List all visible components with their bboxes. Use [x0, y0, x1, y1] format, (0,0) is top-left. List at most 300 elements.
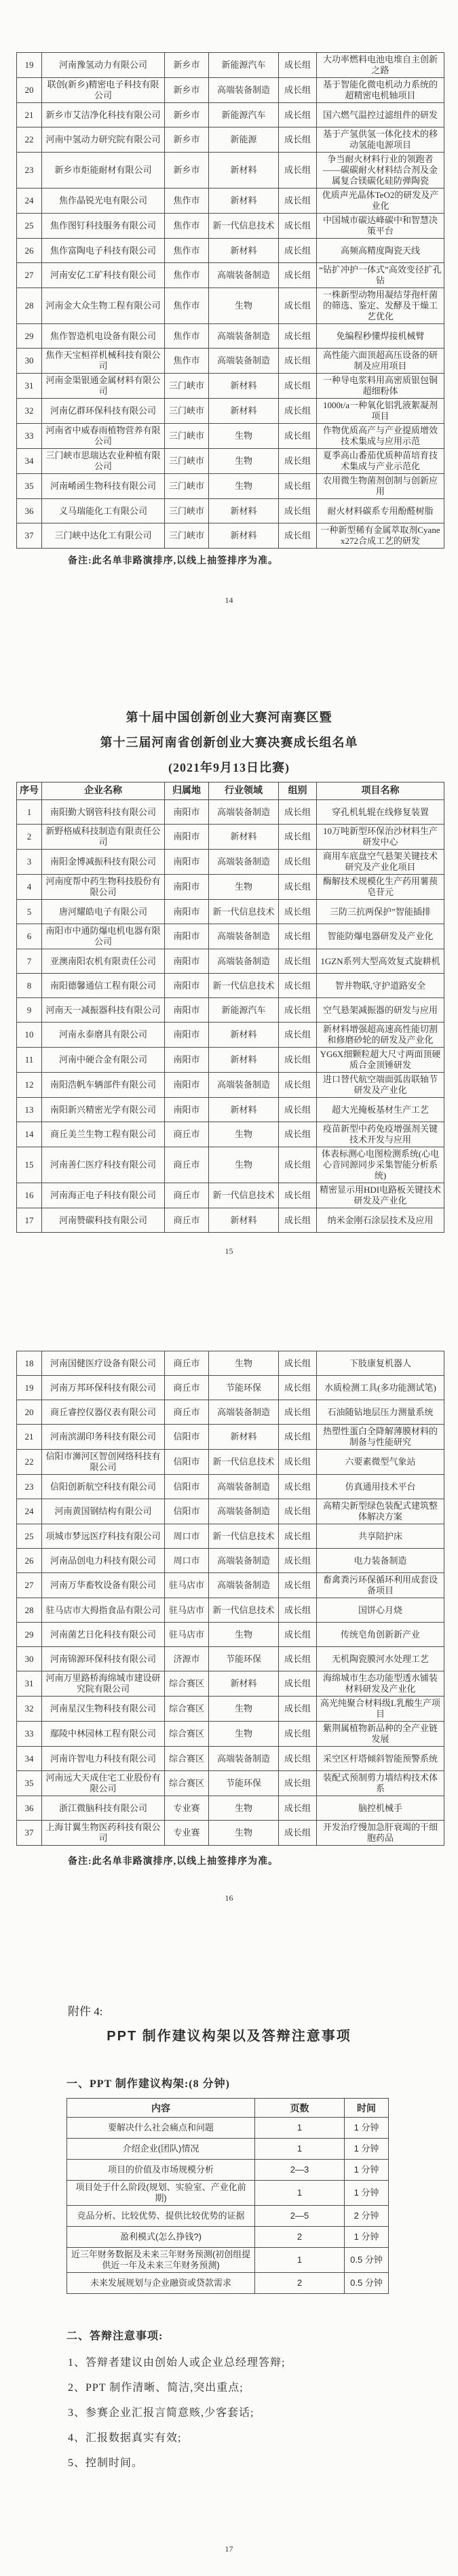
table-row [67, 2273, 389, 2294]
table-row [17, 474, 444, 499]
table-cell: 脑控机械手 [317, 1796, 444, 1821]
table-cell: 南阳金博减振科技有限公司 [42, 850, 165, 875]
table-cell: 河南菌艺日化科技有限公司 [42, 1623, 165, 1647]
table-cell: 河南金渠银通金属材料有限公司 [42, 374, 165, 399]
header-seq: 序号 [17, 782, 42, 800]
table-cell: 成长组 [279, 1122, 317, 1147]
table-cell: 新材料增强超高速高性能切割和修磨砂轮的研发及产业化 [317, 1023, 444, 1048]
table-cell: 30 [17, 1647, 42, 1671]
table-cell: 新一代信息技术 [209, 1598, 279, 1623]
table-cell: 联创(新乡)精密电子科技有限公司 [42, 78, 165, 103]
table-cell: 生物 [209, 1623, 279, 1647]
table-cell: 焦作市 [165, 324, 209, 349]
table-cell: 信阳创新航空科技有限公司 [42, 1475, 165, 1499]
table-cell: 31 [17, 1671, 42, 1697]
header-project: 项目名称 [317, 782, 444, 800]
table-cell: 夏季高山番茄优质种苗培育技术集成与产业示范化 [317, 449, 444, 474]
table-cell: 浙江微脑科技有限公司 [42, 1796, 165, 1821]
table-cell: 28 [17, 1598, 42, 1623]
table-cell: 19 [17, 1376, 42, 1400]
table-cell: 成长组 [279, 1598, 317, 1623]
table-cell: 高端装备制造 [209, 1549, 279, 1573]
roster-table-page16 [16, 1351, 444, 1846]
ppt-header-pages: 页数 [255, 2099, 345, 2118]
table-cell: 24 [17, 189, 42, 214]
table-cell: 成长组 [279, 1573, 317, 1598]
table-cell: 水质检测工具(多功能测试笔) [317, 1376, 444, 1400]
table-cell: 商丘市 [165, 1208, 209, 1233]
table-cell: 33 [17, 1722, 42, 1747]
page-number-15: 15 [225, 1246, 233, 1256]
table-cell: 河南省中威春雨植物营养有限公司 [42, 424, 165, 449]
table-cell: 专业赛 [165, 1796, 209, 1821]
table-cell: 河南金大众生物工程有限公司 [42, 288, 165, 324]
table-cell: 成长组 [279, 800, 317, 825]
table-row [17, 949, 444, 974]
table-cell: 生物 [209, 474, 279, 499]
table-cell: 南阳市 [165, 1048, 209, 1073]
table-cell: 仿真通用技术平台 [317, 1475, 444, 1499]
table-cell: 未来发展规划与企业融资或贷款需求 [67, 2273, 255, 2294]
table-cell: 三门峡市 [165, 523, 209, 549]
table-row [17, 1376, 444, 1400]
table-cell: 生物 [209, 1697, 279, 1722]
table-cell: 成长组 [279, 974, 317, 998]
table-cell: 新能源汽车 [209, 103, 279, 127]
table-cell: 成长组 [279, 1671, 317, 1697]
table-row [17, 1425, 444, 1450]
table-cell: 29 [17, 1623, 42, 1647]
table-cell: 三防三抗两保护”智能插排 [317, 900, 444, 924]
table-cell: 项目处于什么阶段(规划、实验室、产业化前期) [67, 2181, 255, 2206]
table-cell: 成长组 [279, 127, 317, 153]
table-cell: 10万吨新型环保治沙材料生产研发中心 [317, 825, 444, 850]
table-cell: 南阳市 [165, 974, 209, 998]
table-cell: 14 [17, 1122, 42, 1147]
table-cell: 1 分钟 [345, 2181, 389, 2206]
table-cell: 33 [17, 424, 42, 449]
table-cell: 高端装备制造 [209, 850, 279, 875]
table-cell: 26 [17, 1549, 42, 1573]
table-row [17, 499, 444, 523]
table-cell: 酶解技术规模化生产药用薯蓣皂苷元 [317, 875, 444, 900]
table-cell: YG6X细颗粒超大尺寸两面顶硬质合金顶锤研发 [317, 1048, 444, 1073]
table-row [17, 998, 444, 1023]
table-cell: 商丘美兰生物工程有限公司 [42, 1122, 165, 1147]
table-row [67, 2227, 389, 2248]
table-cell: 生物 [209, 1122, 279, 1147]
table-row [17, 1098, 444, 1122]
table-cell: 28 [17, 288, 42, 324]
table-cell: 成长组 [279, 1048, 317, 1073]
table-cell: 三门峡市 [165, 449, 209, 474]
table-cell: 成长组 [279, 875, 317, 900]
table-cell: 1 [17, 800, 42, 825]
remark-note-page16: 备注:此名单非路演排序,以线上抽签排序为准。 [68, 1857, 279, 1867]
table-cell: 成长组 [279, 850, 317, 875]
defense-note-item: 5、控制时间。 [68, 2457, 144, 2469]
table-row [17, 1821, 444, 1846]
table-cell: 介绍企业(团队)情况 [67, 2139, 255, 2160]
table-cell: 海绵城市生态功能型透水铺装材料研发及产业化 [317, 1671, 444, 1697]
table-cell: 周口市 [165, 1524, 209, 1549]
table-cell: 新材料 [209, 1671, 279, 1697]
table-cell: 南阳市中通防爆电机电器有限公司 [42, 924, 165, 949]
table-cell: 1 [255, 2181, 345, 2206]
section2-heading: 二、答辩注意事项: [66, 2331, 164, 2342]
table-cell: 成长组 [279, 153, 317, 189]
table-cell: 成长组 [279, 1821, 317, 1846]
table-cell: 新乡市 [165, 53, 209, 78]
table-cell: 10 [17, 1023, 42, 1048]
table-row [17, 1122, 444, 1147]
table-cell: 新乡市艾洁净化科技有限公司 [42, 103, 165, 127]
table-cell: 免编程秒懂焊接机械臂 [317, 324, 444, 349]
table-cell: 南阳市 [165, 1098, 209, 1122]
table-cell: 焦作市 [165, 349, 209, 374]
table-cell: 焦作市 [165, 288, 209, 324]
table-cell: 成长组 [279, 288, 317, 324]
table-cell: 焦作图钉科技服务有限公司 [42, 214, 165, 239]
table-cell: 0.5 分钟 [345, 2248, 389, 2273]
table-cell: 作物优质高产与产业提质增效技术集成与应用示范 [317, 424, 444, 449]
table-cell: 2—5 [255, 2206, 345, 2227]
table-cell: 高端装备制造 [209, 1499, 279, 1524]
table-row [17, 263, 444, 288]
table-cell: 成长组 [279, 103, 317, 127]
table-cell: 新材料 [209, 1048, 279, 1073]
table-row [17, 1623, 444, 1647]
table-row [17, 1647, 444, 1671]
table-cell: 生物 [209, 449, 279, 474]
table-cell: 南阳市 [165, 1073, 209, 1098]
table-cell: 1 分钟 [345, 2139, 389, 2160]
table-cell: 生物 [209, 1796, 279, 1821]
table-cell: 成长组 [279, 1376, 317, 1400]
defense-note-item: 2、PPT 制作清晰、简洁,突出重点; [68, 2382, 244, 2394]
table-cell: 三门峡市 [165, 474, 209, 499]
table-cell: 32 [17, 399, 42, 424]
table-cell: 新乡市 [165, 103, 209, 127]
table-cell: 河南万邦环保科技有限公司 [42, 1376, 165, 1400]
table-row [67, 2139, 389, 2160]
table-row [17, 1722, 444, 1747]
table-cell: 综合赛区 [165, 1747, 209, 1771]
table-cell: “钻扩冲护一体式”高效变径扩孔钻 [317, 263, 444, 288]
table-cell: 成长组 [279, 1771, 317, 1796]
table-cell: 高端装备制造 [209, 1475, 279, 1499]
table-cell: 三门峡市 [165, 424, 209, 449]
table-cell: 新能源汽车 [209, 998, 279, 1023]
table-cell: 高端装备制造 [209, 263, 279, 288]
table-row [17, 349, 444, 374]
table-row [17, 1499, 444, 1524]
page-number-14: 14 [225, 595, 233, 605]
table-cell: 南阳浩帆车辆部件有限公司 [42, 1073, 165, 1098]
table-cell: 20 [17, 78, 42, 103]
table-cell: 1 [255, 2118, 345, 2139]
table-cell: 济源市 [165, 1647, 209, 1671]
table-cell: 新一代信息技术 [209, 900, 279, 924]
table-cell: 高端装备制造 [209, 800, 279, 825]
table-row [17, 1048, 444, 1073]
table-row [17, 1351, 444, 1376]
table-cell: 36 [17, 1796, 42, 1821]
table-cell: 电力装备制造 [317, 1549, 444, 1573]
table-row [17, 1697, 444, 1722]
table-cell: 27 [17, 263, 42, 288]
table-cell: 生物 [209, 1722, 279, 1747]
table-cell: 成长组 [279, 1425, 317, 1450]
table-cell: 耐火材料碳系专用酚醛树脂 [317, 499, 444, 523]
table-cell: 南阳市 [165, 998, 209, 1023]
table-cell: 信阳市 [165, 1425, 209, 1450]
table-cell: 新一代信息技术 [209, 1183, 279, 1208]
table-cell: 成长组 [279, 1351, 317, 1376]
ppt-header-row [67, 2099, 389, 2118]
table-cell: 2—3 [255, 2160, 345, 2181]
table-cell: 成长组 [279, 825, 317, 850]
table-row [17, 1796, 444, 1821]
table-cell: 新材料 [209, 1208, 279, 1233]
table-cell: 项城市梦远医疗科技有限公司 [42, 1524, 165, 1549]
table-cell: 争当耐火材料行业的领跑者——碳碳耐火材料结合剂及金属复合镁碳化硅防弹陶瓷 [317, 153, 444, 189]
table-cell: 成长组 [279, 399, 317, 424]
table-cell: 25 [17, 214, 42, 239]
table-cell: 新材料 [209, 189, 279, 214]
table-cell: 成长组 [279, 1475, 317, 1499]
table-cell: 成长组 [279, 1147, 317, 1183]
table-cell: 新乡市炬能耐材有限公司 [42, 153, 165, 189]
table-cell: 32 [17, 1697, 42, 1722]
table-cell: 信阳市 [165, 1450, 209, 1475]
table-cell: 节能环保 [209, 1376, 279, 1400]
table-cell: 三门峡市 [165, 399, 209, 424]
table-cell: 亚澳南阳农机有限责任公司 [42, 949, 165, 974]
table-cell: 河南度帮中药生物科技股份有限公司 [42, 875, 165, 900]
table-cell: 成长组 [279, 324, 317, 349]
table-cell: 高端装备制造 [209, 949, 279, 974]
table-cell: 成长组 [279, 523, 317, 549]
table-cell: 节能环保 [209, 1647, 279, 1671]
table-cell: 37 [17, 1821, 42, 1846]
table-cell: 商丘市 [165, 1122, 209, 1147]
table-row [17, 1208, 444, 1233]
table-cell: 1 分钟 [345, 2160, 389, 2181]
remark-note-page14: 备注:此名单非路演排序,以线上抽签排序为准。 [68, 556, 279, 566]
table-cell: 成长组 [279, 1098, 317, 1122]
table-cell: 新能源汽车 [209, 53, 279, 78]
attachment-label: 附件 4: [68, 2005, 103, 2018]
table-cell: 焦作富陶电子科技有限公司 [42, 239, 165, 263]
table-cell: 24 [17, 1499, 42, 1524]
table-cell: 商丘市 [165, 1183, 209, 1208]
defense-note-item: 3、参赛企业汇报言简意赅,少客套话; [68, 2407, 254, 2419]
table-cell: 节能环保 [209, 1771, 279, 1796]
table-cell: 三门峡市思瑞达农业种植有限公司 [42, 449, 165, 474]
table-cell: 综合赛区 [165, 1697, 209, 1722]
table-row [17, 78, 444, 103]
table-row [17, 1549, 444, 1573]
table-cell: 18 [17, 1351, 42, 1376]
table-cell: 驻马店市 [165, 1623, 209, 1647]
table-row [17, 900, 444, 924]
table-cell: 0.5 分钟 [345, 2273, 389, 2294]
table-cell: 商丘市 [165, 1400, 209, 1425]
table-cell: 国六燃气温控过滤组件的研发 [317, 103, 444, 127]
table-row [17, 449, 444, 474]
table-cell: 进口替代航空端面弧齿联轴节研发及产业化 [317, 1073, 444, 1098]
table-cell: 一种新型稀有金属萃取剂Cyanex272合成工艺的研发 [317, 523, 444, 549]
table-cell: 河南亿群环保科技有限公司 [42, 399, 165, 424]
table-row [17, 153, 444, 189]
table-cell: 成长组 [279, 1796, 317, 1821]
table-cell: 29 [17, 324, 42, 349]
table-cell: 河南星汉生物科技有限公司 [42, 1697, 165, 1722]
table-cell: 23 [17, 1475, 42, 1499]
table-cell: 基于产氢供氢一体化技术的移动氢能电源项目 [317, 127, 444, 153]
table-cell: 焦作智造机电设备有限公司 [42, 324, 165, 349]
table-cell: 河南万华畜牧设备有限公司 [42, 1573, 165, 1598]
table-cell: 南阳勤大钢管科技有限公司 [42, 800, 165, 825]
table-cell: 35 [17, 474, 42, 499]
table-row [17, 53, 444, 78]
table-cell: 南阳市 [165, 800, 209, 825]
table-cell: 智井物联,守护道路安全 [317, 974, 444, 998]
table-cell: 20 [17, 1400, 42, 1425]
table-cell: 高端装备制造 [209, 1747, 279, 1771]
title-line-3: (2021年9月13日比赛) [168, 761, 290, 774]
table-cell: 精密显示用HDI电路板关键技术研发及产业化 [317, 1183, 444, 1208]
table-cell: 高精尖新型绿色装配式建筑整体解决方案 [317, 1499, 444, 1524]
document-title [0, 705, 458, 780]
table-cell: 22 [17, 1450, 42, 1475]
table-row [17, 1747, 444, 1771]
table-cell: 超大光掩板基材生产工艺 [317, 1098, 444, 1122]
table-cell: 26 [17, 239, 42, 263]
table-cell: 成长组 [279, 1208, 317, 1233]
table-row [17, 1400, 444, 1425]
table-cell: 焦作市 [165, 189, 209, 214]
title-line-1: 第十届中国创新创业大赛河南赛区暨 [126, 711, 332, 724]
table-cell: 商丘市 [165, 1351, 209, 1376]
table-row [67, 2160, 389, 2181]
table-cell: 27 [17, 1573, 42, 1598]
table-cell: 商丘市 [165, 1376, 209, 1400]
table-cell: 南阳新兴精密光学有限公司 [42, 1098, 165, 1122]
table-cell: 成长组 [279, 53, 317, 78]
table-cell: 河南国健医疗设备有限公司 [42, 1351, 165, 1376]
table-cell: 一株新型动物用凝结芽孢杆菌的筛选、鉴定、发酵及干燥工艺优化 [317, 288, 444, 324]
table-cell: 周口市 [165, 1549, 209, 1573]
table-row [17, 1475, 444, 1499]
table-cell: 基于智能化微电机动力系统的超精密电机轴项目 [317, 78, 444, 103]
table-cell: 成长组 [279, 1647, 317, 1671]
table-cell: 成长组 [279, 998, 317, 1023]
table-cell: 37 [17, 523, 42, 549]
section1-heading: 一、PPT 制作建议构架:(8 分钟) [66, 2078, 230, 2090]
table-cell: 新材料 [209, 1098, 279, 1122]
table-cell: 6 [17, 924, 42, 949]
table-row [67, 2248, 389, 2273]
table-cell: 鄢陵中林园林工程有限公司 [42, 1722, 165, 1747]
table-cell: 成长组 [279, 900, 317, 924]
table-row [17, 103, 444, 127]
table-row [67, 2181, 389, 2206]
table-row [17, 399, 444, 424]
table-cell: 信阳市 [165, 1499, 209, 1524]
table-cell: 成长组 [279, 424, 317, 449]
table-cell: 7 [17, 949, 42, 974]
table-cell: 河南崤函生物科技有限公司 [42, 474, 165, 499]
table-cell: 焦作市 [165, 263, 209, 288]
table-cell: 成长组 [279, 1023, 317, 1048]
table-cell: 河南远大天成住宅工业股份有限公司 [42, 1771, 165, 1796]
table-cell: 河南许智电力科技有限公司 [42, 1747, 165, 1771]
table-cell: 36 [17, 499, 42, 523]
table-cell: 南阳市 [165, 875, 209, 900]
table-cell: 驻马店市 [165, 1598, 209, 1623]
table-cell: 智能防爆电器研发及产业化 [317, 924, 444, 949]
table-row [17, 800, 444, 825]
table-cell: 商丘睿控仪器仪表有限公司 [42, 1400, 165, 1425]
table-row [17, 924, 444, 949]
ppt-header-content: 内容 [67, 2099, 255, 2118]
table-cell: 农用微生物菌剂创制与创新应用 [317, 474, 444, 499]
table-cell: 成长组 [279, 949, 317, 974]
table-cell: 石油随钻地层压力测量系统 [317, 1400, 444, 1425]
table-cell: 9 [17, 998, 42, 1023]
table-cell: 34 [17, 1747, 42, 1771]
table-cell: 17 [17, 1208, 42, 1233]
table-cell: 河南赞碳科技有限公司 [42, 1208, 165, 1233]
table-cell: 开发治疗慢加急肝衰竭的干细胞药品 [317, 1821, 444, 1846]
table-cell: 2 [255, 2273, 345, 2294]
table-cell: 三门峡市 [165, 499, 209, 523]
table-cell: 河南天一减振器科技有限公司 [42, 998, 165, 1023]
table-cell: 1GZN系列大型高效复式旋耕机 [317, 949, 444, 974]
table-cell: 成长组 [279, 239, 317, 263]
table-cell: 1 分钟 [345, 2227, 389, 2248]
table-cell: 22 [17, 127, 42, 153]
table-row [17, 1771, 444, 1796]
table-cell: 成长组 [279, 474, 317, 499]
table-cell: 成长组 [279, 1697, 317, 1722]
table-cell: 1 分钟 [345, 2118, 389, 2139]
table-row [17, 288, 444, 324]
table-cell: 30 [17, 349, 42, 374]
table-cell: 生物 [209, 875, 279, 900]
table-cell: 成长组 [279, 1183, 317, 1208]
table-cell: 新材料 [209, 1023, 279, 1048]
table-cell: 成长组 [279, 1499, 317, 1524]
table-cell: 河南安亿工矿科技有限公司 [42, 263, 165, 288]
table-cell: 新一代信息技术 [209, 1450, 279, 1475]
table-cell: 传统皂角创新新产业 [317, 1623, 444, 1647]
table-row [17, 214, 444, 239]
header-location: 归属地 [165, 782, 209, 800]
table-cell: 高性能六面顶超高压设备的研制及应用项目 [317, 349, 444, 374]
table-cell: 新一代信息技术 [209, 974, 279, 998]
table-cell: 六要素微型气象站 [317, 1450, 444, 1475]
defense-note-item: 1、答辩者建议由创始人或企业总经理答辩; [68, 2357, 286, 2369]
table-cell: 体表标测心电图检测系统(心电心音同源同步采集智能分析系统) [317, 1147, 444, 1183]
table-row [17, 523, 444, 549]
roster-table-page15 [16, 782, 444, 1233]
table-cell: 河南永泰磨具有限公司 [42, 1023, 165, 1048]
title-line-2: 第十三届河南省创新创业大赛决赛成长组名单 [100, 736, 358, 749]
table-row [17, 1073, 444, 1098]
